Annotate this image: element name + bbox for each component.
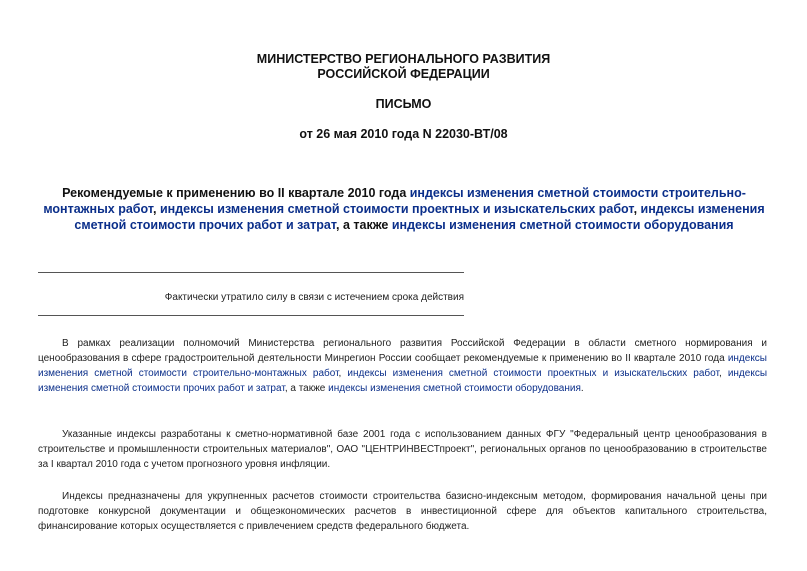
subject-link-design-indices[interactable]: индексы изменения сметной стоимости проектных и изыскательских работ bbox=[159, 202, 634, 216]
subject-link-other-works-indices[interactable]: индексы изменения сметной стоимости прочих работ и затрат bbox=[74, 202, 765, 232]
body-link-design-indices[interactable]: индексы изменения сметной стоимости проектных и изыскательских работ bbox=[347, 368, 719, 379]
body-paragraph-2 bbox=[38, 427, 767, 472]
subject-link-equipment-indices[interactable]: индексы изменения сметной стоимости оборудования bbox=[391, 218, 734, 232]
subject-separator: , bbox=[153, 202, 160, 216]
document-date-number: от 26 мая 2010 года N 22030-ВТ/08 bbox=[299, 127, 508, 141]
body-link-equipment-indices[interactable]: индексы изменения сметной стоимости оборудования bbox=[328, 383, 581, 394]
document-type: ПИСЬМО bbox=[375, 97, 432, 111]
divider-bottom bbox=[38, 315, 464, 316]
subject-text: , а также bbox=[336, 218, 392, 232]
divider-top bbox=[38, 272, 464, 273]
paragraph-text: В рамках реализации полномочий Министерства регионального развития Российской Федерации в области сметного нормирования и ценообразования в сфере градостроительной деятельности Минрегион России сообщает рекомендуемые к применению во II квартале 2010 года bbox=[38, 338, 767, 364]
subject-separator: , bbox=[633, 202, 641, 216]
body-paragraph-3 bbox=[38, 489, 767, 534]
subject-link-construction-indices[interactable]: индексы изменения сметной стоимости строительно-монтажных работ bbox=[43, 186, 746, 216]
paragraph-separator: , bbox=[338, 368, 348, 379]
ministry-line-2: РОССИЙСКОЙ ФЕДЕРАЦИИ bbox=[317, 67, 490, 81]
ministry-line-1: МИНИСТЕРСТВО РЕГИОНАЛЬНОГО РАЗВИТИЯ bbox=[256, 52, 551, 66]
paragraph-text: Индексы предназначены для укрупненных расчетов стоимости строительства базисно-индексным методом, формирования начальной цены при подготовке конкурсной документации и общеэкономических расчетов в инвестиционной сфере для объектов капитального строительства, финансирование которых осуществляется с привлечением средств федерального бюджета. bbox=[38, 491, 767, 532]
issuing-authority bbox=[0, 52, 807, 82]
status-note: Фактически утратило силу в связи с истечением срока действия bbox=[164, 292, 464, 303]
paragraph-separator: , bbox=[718, 368, 728, 379]
paragraph-end: . bbox=[580, 383, 584, 394]
body-link-other-works-indices[interactable]: индексы изменения сметной стоимости прочих работ и затрат bbox=[38, 368, 768, 394]
subject-text: Рекомендуемые к применению во II квартале 2010 года bbox=[62, 186, 410, 200]
body-paragraph-1 bbox=[38, 336, 767, 396]
paragraph-text: Указанные индексы разработаны к сметно-нормативной базе 2001 года с использованием данных ФГУ "Федеральный центр ценообразования в строительстве и промышленности строительных материалов", ОАО "ЦЕНТРИНВЕСТпроект", региональных органов по ценообразованию в строительстве за I квартал 2010 года с учетом прогнозного уровня инфляции. bbox=[38, 429, 767, 470]
paragraph-text: , а также bbox=[284, 383, 329, 394]
body-link-construction-indices[interactable]: индексы изменения сметной стоимости строительно-монтажных работ bbox=[38, 353, 767, 379]
document-subject bbox=[38, 185, 770, 233]
